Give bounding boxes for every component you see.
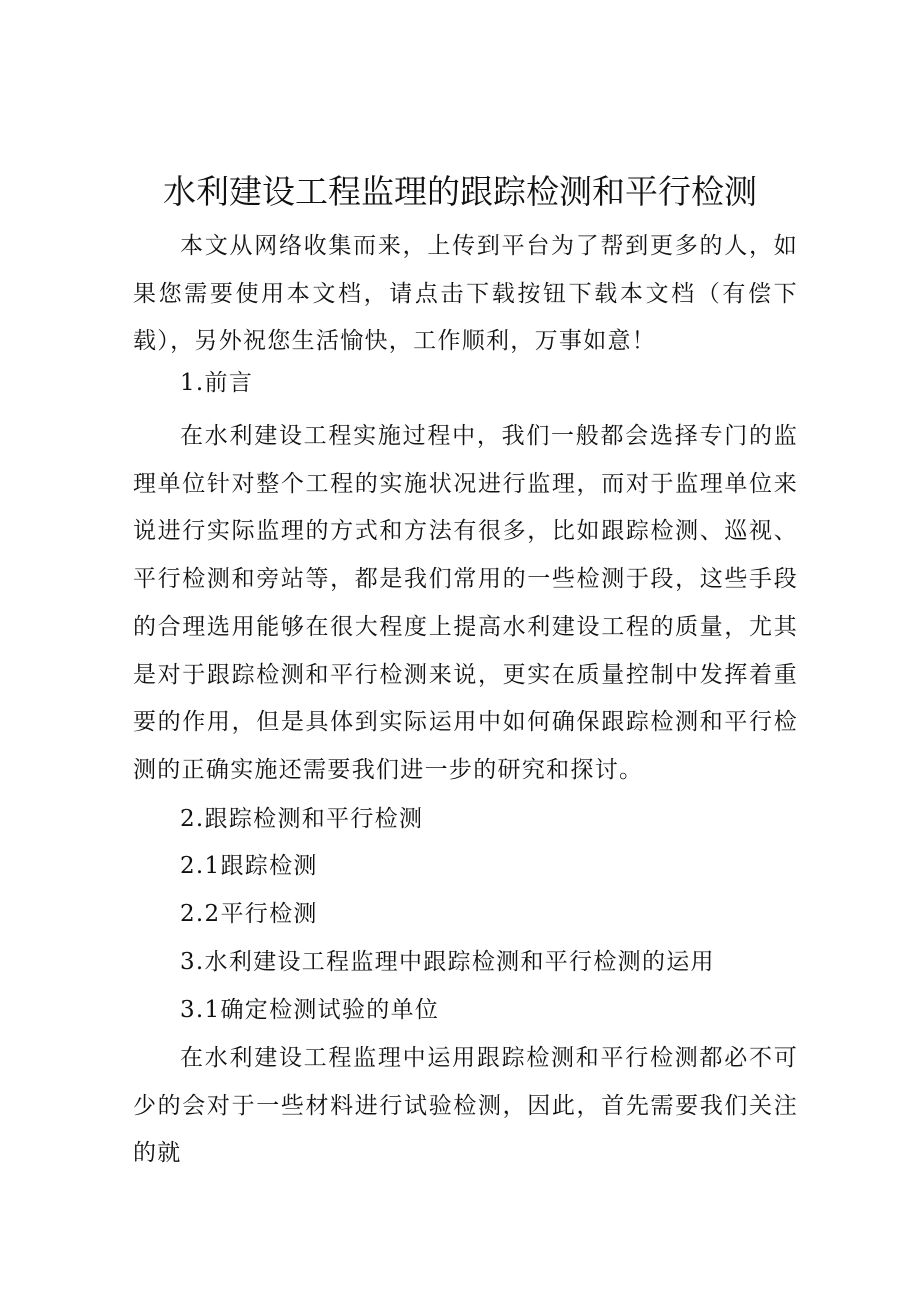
section-heading-3-1: 3.1确定检测试验的单位 <box>180 997 440 1023</box>
intro-paragraph: 本文从网络收集而来，上传到平台为了帮到更多的人，如果您需要使用本文档，请点击下载按钮下载本文档（有偿下载），另外祝您生活愉快，工作顺利，万事如意！ <box>133 233 798 355</box>
document-title: 水利建设工程监理的跟踪检测和平行检测 <box>163 172 757 211</box>
section-heading-2: 2.跟踪检测和平行检测 <box>180 806 424 832</box>
section-1-paragraph: 在水利建设工程实施过程中，我们一般都会选择专门的监理单位针对整个工程的实施状况进行监理，而对于监理单位来说进行实际监理的方式和方法有很多，比如跟踪检测、巡视、平行检测和旁站等，都是我们常用的一些检测于段，这些手段的合理选用能够在很大程度上提高水利建设工程的质量，尤其是对于跟踪检测和平行检测来说，更实在质量控制中发挥着重要的作用，但是具体到实际运用中如何确保跟踪检测和平行检测的正确实施还需要我们进一步的研究和探讨。 <box>133 423 798 783</box>
section-heading-2-1: 2.1跟踪检测 <box>180 853 318 879</box>
section-heading-3: 3.水利建设工程监理中跟踪检测和平行检测的运用 <box>180 949 715 975</box>
section-heading-2-2: 2.2平行检测 <box>180 901 318 927</box>
section-3-1-paragraph: 在水利建设工程监理中运用跟踪检测和平行检测都必不可少的会对于一些材料进行试验检测，因此，首先需要我们关注的就 <box>133 1045 798 1167</box>
section-heading-1: 1.前言 <box>180 370 254 396</box>
